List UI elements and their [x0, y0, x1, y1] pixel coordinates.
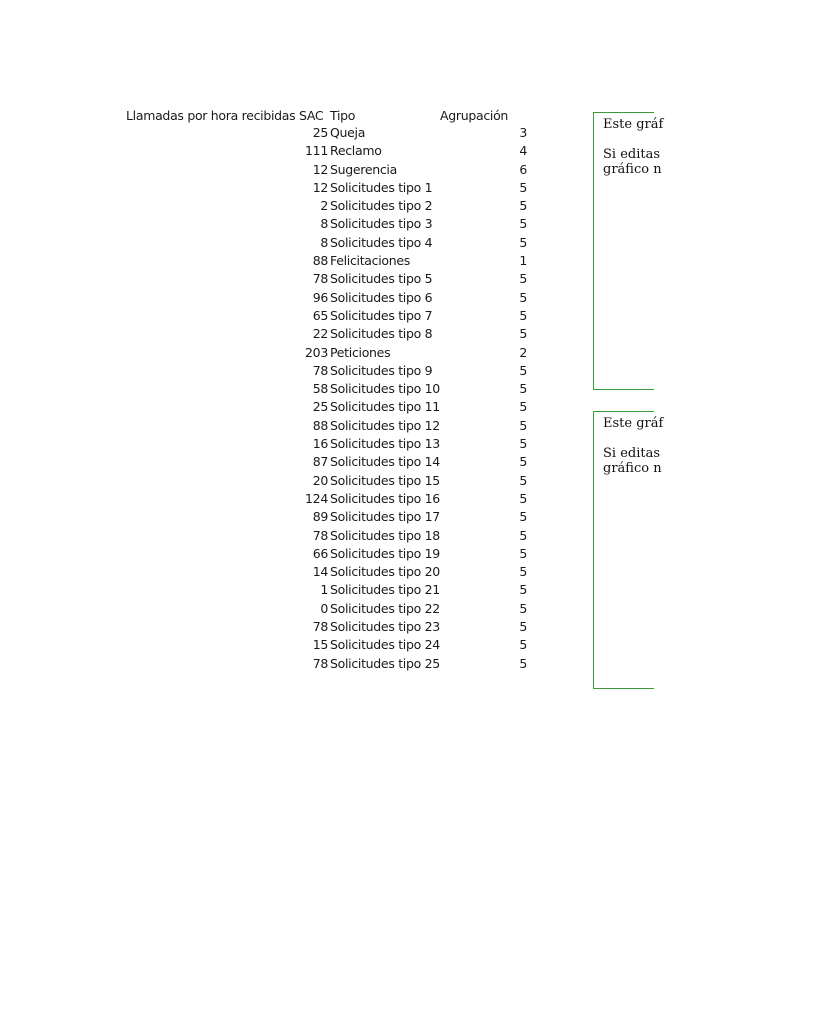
cell-llamadas: 2 — [320, 198, 328, 214]
cell-tipo: Solicitudes tipo 7 — [330, 307, 433, 323]
table-row — [0, 142, 560, 160]
cell-agrupacion: 1 — [519, 253, 527, 269]
table-row — [0, 380, 560, 398]
cell-tipo: Solicitudes tipo 1 — [330, 179, 433, 195]
table-row — [0, 362, 560, 380]
table-row — [0, 398, 560, 416]
cell-llamadas: 12 — [312, 179, 328, 195]
cell-tipo: Solicitudes tipo 2 — [330, 198, 433, 214]
cell-llamadas: 14 — [312, 564, 328, 580]
cell-llamadas: 0 — [320, 600, 328, 616]
cell-tipo: Solicitudes tipo 19 — [330, 545, 440, 561]
header-llamadas: Llamadas por hora recibidas SAC — [126, 108, 324, 123]
chart-placeholder-notice — [593, 112, 664, 390]
table-row — [0, 545, 560, 563]
cell-llamadas: 96 — [312, 289, 328, 305]
cell-agrupacion: 5 — [519, 216, 527, 232]
cell-tipo: Solicitudes tipo 18 — [330, 527, 440, 543]
cell-agrupacion: 5 — [519, 362, 527, 378]
cell-agrupacion: 2 — [519, 344, 527, 360]
table-row — [0, 618, 560, 636]
notice-line: Si editas — [603, 446, 661, 461]
cell-tipo: Solicitudes tipo 22 — [330, 600, 440, 616]
cell-agrupacion: 4 — [519, 143, 527, 159]
cell-tipo: Sugerencia — [330, 161, 397, 177]
cell-tipo: Solicitudes tipo 12 — [330, 417, 440, 433]
cell-agrupacion: 6 — [519, 161, 527, 177]
cell-agrupacion: 5 — [519, 619, 527, 635]
cell-agrupacion: 5 — [519, 655, 527, 671]
cell-tipo: Reclamo — [330, 143, 382, 159]
cell-tipo: Solicitudes tipo 9 — [330, 362, 433, 378]
table-row — [0, 417, 560, 435]
cell-tipo: Solicitudes tipo 16 — [330, 490, 440, 506]
cell-agrupacion: 5 — [519, 527, 527, 543]
cell-tipo: Solicitudes tipo 3 — [330, 216, 433, 232]
cell-tipo: Solicitudes tipo 23 — [330, 619, 440, 635]
cell-tipo: Felicitaciones — [330, 253, 410, 269]
cell-agrupacion: 5 — [519, 472, 527, 488]
cell-llamadas: 12 — [312, 161, 328, 177]
cell-agrupacion: 5 — [519, 454, 527, 470]
cell-tipo: Solicitudes tipo 17 — [330, 509, 440, 525]
table-row — [0, 527, 560, 545]
cell-llamadas: 88 — [312, 253, 328, 269]
table-row — [0, 197, 560, 215]
cell-agrupacion: 5 — [519, 564, 527, 580]
table-row — [0, 655, 560, 673]
cell-tipo: Solicitudes tipo 4 — [330, 234, 433, 250]
table-row — [0, 581, 560, 599]
cell-tipo: Solicitudes tipo 14 — [330, 454, 440, 470]
cell-llamadas: 25 — [312, 399, 328, 415]
table-row — [0, 600, 560, 618]
table-row — [0, 325, 560, 343]
cell-llamadas: 87 — [312, 454, 328, 470]
chart-placeholder-notice — [593, 411, 664, 689]
data-rows — [0, 124, 560, 673]
cell-llamadas: 78 — [312, 527, 328, 543]
cell-llamadas: 1 — [320, 582, 328, 598]
notice-line: Este gráf — [603, 117, 664, 132]
notice-line: gráfico n — [603, 162, 662, 177]
cell-tipo: Solicitudes tipo 21 — [330, 582, 440, 598]
table-row — [0, 435, 560, 453]
cell-agrupacion: 3 — [519, 125, 527, 140]
table-row — [0, 307, 560, 325]
cell-agrupacion: 5 — [519, 289, 527, 305]
cell-tipo: Solicitudes tipo 13 — [330, 436, 440, 452]
table-row — [0, 636, 560, 654]
cell-agrupacion: 5 — [519, 326, 527, 342]
table-row — [0, 215, 560, 233]
header-tipo: Tipo — [330, 108, 356, 123]
cell-agrupacion: 5 — [519, 198, 527, 214]
table-row — [0, 124, 560, 142]
cell-agrupacion: 5 — [519, 637, 527, 653]
cell-tipo: Peticiones — [330, 344, 391, 360]
cell-llamadas: 8 — [320, 216, 328, 232]
cell-tipo: Solicitudes tipo 25 — [330, 655, 440, 671]
cell-llamadas: 78 — [312, 655, 328, 671]
table-row — [0, 508, 560, 526]
cell-llamadas: 78 — [312, 271, 328, 287]
cell-llamadas: 25 — [312, 125, 328, 140]
cell-llamadas: 66 — [312, 545, 328, 561]
cell-tipo: Solicitudes tipo 11 — [330, 399, 440, 415]
cell-agrupacion: 5 — [519, 179, 527, 195]
cell-agrupacion: 5 — [519, 271, 527, 287]
cell-llamadas: 203 — [305, 344, 328, 360]
cell-agrupacion: 5 — [519, 399, 527, 415]
table-row — [0, 472, 560, 490]
cell-tipo: Solicitudes tipo 20 — [330, 564, 440, 580]
cell-tipo: Queja — [330, 125, 366, 140]
cell-agrupacion: 5 — [519, 234, 527, 250]
table-row — [0, 289, 560, 307]
table-row — [0, 563, 560, 581]
table-row — [0, 453, 560, 471]
cell-agrupacion: 5 — [519, 509, 527, 525]
cell-agrupacion: 5 — [519, 545, 527, 561]
cell-agrupacion: 5 — [519, 582, 527, 598]
table-row — [0, 161, 560, 179]
cell-llamadas: 124 — [305, 490, 328, 506]
cell-llamadas: 88 — [312, 417, 328, 433]
cell-agrupacion: 5 — [519, 600, 527, 616]
cell-llamadas: 16 — [312, 436, 328, 452]
cell-tipo: Solicitudes tipo 6 — [330, 289, 433, 305]
cell-tipo: Solicitudes tipo 24 — [330, 637, 440, 653]
cell-llamadas: 111 — [305, 143, 328, 159]
table-row — [0, 270, 560, 288]
table-row — [0, 490, 560, 508]
notice-line: Este gráf — [603, 416, 664, 431]
cell-tipo: Solicitudes tipo 10 — [330, 381, 440, 397]
table-row — [0, 234, 560, 252]
notice-line: gráfico n — [603, 461, 662, 476]
cell-llamadas: 20 — [312, 472, 328, 488]
cell-llamadas: 89 — [312, 509, 328, 525]
cell-tipo: Solicitudes tipo 15 — [330, 472, 440, 488]
cell-llamadas: 22 — [312, 326, 328, 342]
cell-llamadas: 65 — [312, 307, 328, 323]
cell-llamadas: 78 — [312, 619, 328, 635]
cell-llamadas: 8 — [320, 234, 328, 250]
table-row — [0, 344, 560, 362]
cell-agrupacion: 5 — [519, 307, 527, 323]
table-row — [0, 179, 560, 197]
cell-llamadas: 78 — [312, 362, 328, 378]
notice-line: Si editas — [603, 147, 661, 162]
header-agrupacion: Agrupación — [440, 108, 509, 123]
cell-agrupacion: 5 — [519, 490, 527, 506]
cell-tipo: Solicitudes tipo 5 — [330, 271, 433, 287]
table-row — [0, 252, 560, 270]
cell-agrupacion: 5 — [519, 381, 527, 397]
cell-agrupacion: 5 — [519, 436, 527, 452]
cell-llamadas: 15 — [312, 637, 328, 653]
cell-llamadas: 58 — [312, 381, 328, 397]
cell-tipo: Solicitudes tipo 8 — [330, 326, 433, 342]
cell-agrupacion: 5 — [519, 417, 527, 433]
